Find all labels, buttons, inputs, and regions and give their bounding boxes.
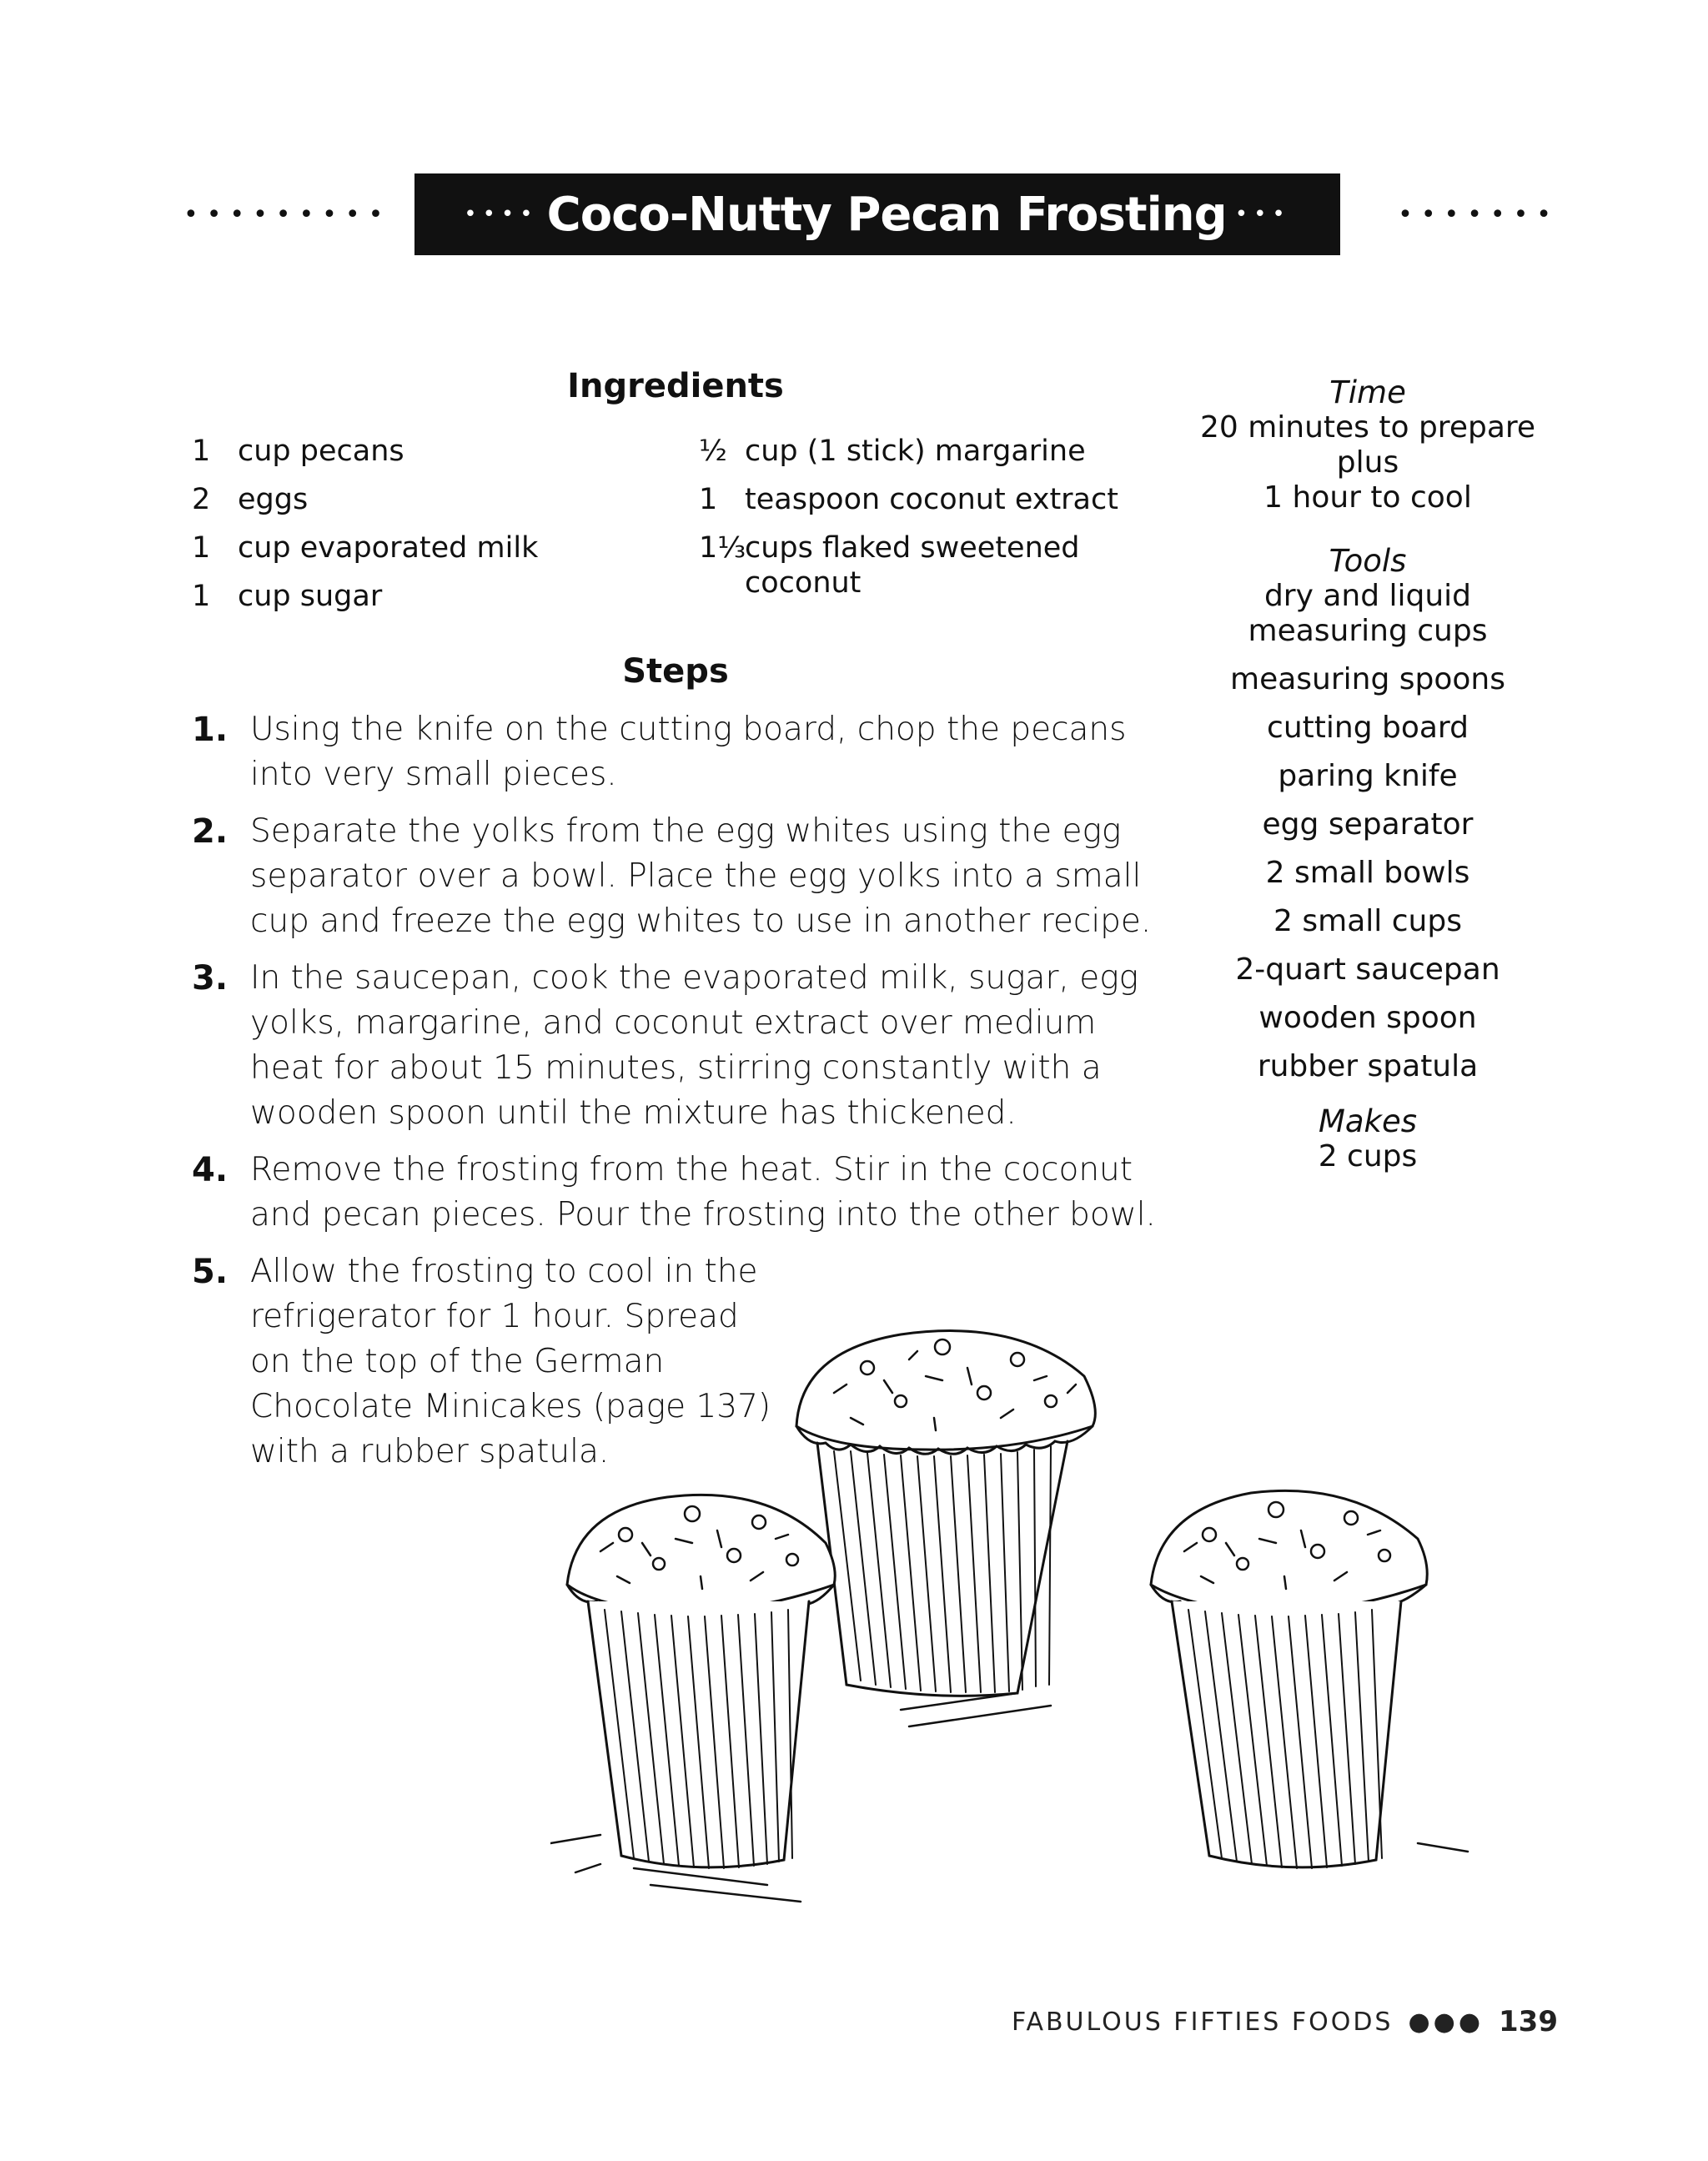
makes-value: 2 cups: [1318, 1139, 1418, 1173]
ingredient-name: eggs: [238, 483, 309, 516]
recipe-sidebar: [1193, 375, 1543, 1174]
title-bar: [183, 173, 1560, 255]
tool-item: paring knife: [1278, 759, 1458, 793]
cupcakes-illustration: [550, 1301, 1551, 1952]
ingredient-qty: 1⅓: [699, 531, 746, 565]
ingredient-name: cup evaporated milk: [238, 531, 539, 565]
footer-section-title: FABULOUS FIFTIES FOODS: [1011, 2007, 1394, 2037]
time-line: plus: [1336, 445, 1399, 480]
step-item: [192, 1148, 1159, 1238]
cupcake-right: [1151, 1490, 1427, 1868]
tool-item: dry and liquid measuring cups: [1248, 579, 1488, 648]
time-title: Time: [1329, 374, 1406, 410]
ingredient-item: [192, 579, 659, 627]
ingredient-item: [699, 530, 1166, 606]
ingredient-item: [699, 482, 1166, 530]
step-item: [192, 707, 1159, 797]
step-text: Separate the yolks from the egg whites using the egg separator over a bowl. Place the egg yolks into a small cup and freeze the egg whites to use in another recipe.: [250, 812, 1152, 940]
tools-title: Tools: [1329, 543, 1407, 579]
ingredient-item: [192, 482, 659, 530]
footer-bullets: ●●●: [1408, 2007, 1484, 2037]
step-text: Remove the frosting from the heat. Stir in the coconut and pecan pieces. Pour the frosting into the other bowl.: [250, 1151, 1156, 1234]
step-text: In the saucepan, cook the evaporated milk, sugar, egg yolks, margarine, and coconut extract over medium heat for about 15 minutes, stirring constantly with a wooden spoon until the mixture has thickened.: [250, 959, 1139, 1132]
page-title: Coco-Nutty Pecan Frosting: [546, 187, 1227, 242]
title-dots-left: •••••••••: [183, 199, 392, 229]
cupcake-left: [567, 1495, 835, 1868]
step-number: 5.: [192, 1253, 229, 1291]
ingredient-name: cup pecans: [238, 435, 404, 468]
ingredient-name: cup (1 stick) margarine: [745, 435, 1086, 468]
page-footer: [1012, 2005, 1558, 2038]
title-box: [414, 173, 1340, 255]
step-number: 3.: [192, 959, 229, 998]
ingredient-qty: 1: [192, 580, 211, 613]
ingredient-name: cups flaked sweetened coconut: [745, 531, 1080, 600]
step-text: Using the knife on the cutting board, chop the pecans into very small pieces.: [250, 711, 1127, 793]
ingredients-right-column: [699, 434, 1166, 606]
time-line: 20 minutes to prepare: [1199, 410, 1536, 445]
ingredient-item: [192, 434, 659, 482]
tool-item: 2 small bowls: [1265, 856, 1470, 890]
ingredients-left-column: [192, 434, 659, 627]
tool-item: wooden spoon: [1258, 1001, 1477, 1035]
step-text: Allow the frosting to cool in the refrigerator for 1 hour. Spread on the top of the German Chocolate Minicakes (page 137) with a rubber spatula.: [250, 1253, 771, 1470]
tool-item: rubber spatula: [1257, 1049, 1479, 1083]
title-dots-inner-right: •••: [1234, 202, 1291, 227]
ingredient-item: [699, 434, 1166, 482]
tool-item: 2 small cups: [1273, 904, 1462, 938]
ingredient-qty: 1: [192, 531, 211, 565]
tool-item: cutting board: [1267, 711, 1469, 745]
makes-title: Makes: [1318, 1103, 1418, 1139]
ingredient-item: [192, 530, 659, 579]
step-item: [192, 809, 1159, 944]
ingredient-qty: 1: [699, 483, 718, 516]
ingredient-name: teaspoon coconut extract: [745, 483, 1118, 516]
ingredient-qty: 1: [192, 435, 211, 468]
tool-item: egg separator: [1262, 807, 1474, 842]
ingredient-name: cup sugar: [238, 580, 383, 613]
ingredient-qty: ½: [699, 435, 727, 468]
step-number: 4.: [192, 1151, 229, 1189]
steps-heading: Steps: [622, 652, 729, 691]
ingredient-qty: 2: [192, 483, 211, 516]
page-number: 139: [1499, 2005, 1558, 2038]
time-line: 1 hour to cool: [1263, 480, 1472, 515]
title-dots-right: •••••••: [1398, 199, 1560, 229]
step-item: [192, 956, 1159, 1136]
tool-item: 2-quart saucepan: [1235, 952, 1500, 987]
title-dots-inner-left: ••••: [464, 202, 539, 227]
tool-item: measuring spoons: [1230, 662, 1505, 696]
ingredients-heading: Ingredients: [567, 367, 784, 405]
step-number: 1.: [192, 711, 229, 749]
step-number: 2.: [192, 812, 229, 851]
cupcake-back: [796, 1331, 1095, 1696]
